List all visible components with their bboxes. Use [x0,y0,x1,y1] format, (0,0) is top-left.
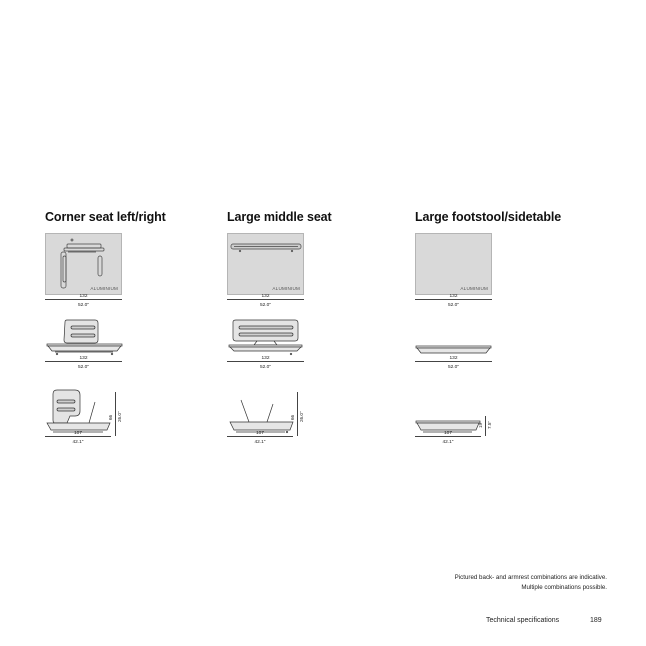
side-height-line [297,392,298,436]
footer-section-title: Technical specifications [486,617,560,624]
plan-width-in: 52.0" [259,303,272,308]
side-depth-in: 42.1" [442,440,454,445]
side-height-line [485,416,486,436]
top-view [415,233,492,295]
side-height-in: 26.0" [299,411,304,422]
side-depth-cm: 107 [73,431,82,436]
material-label: ALUMINIUM [90,286,118,291]
material-label: ALUMINIUM [272,286,300,291]
plan-width-line [45,299,122,300]
page-number: 189 [590,617,602,624]
material-label: ALUMINIUM [460,286,488,291]
side-height-line [115,392,116,436]
front-width-in: 52.0" [447,365,460,370]
front-width-line [227,361,304,362]
side-depth-line [45,436,111,437]
note-line-2: Multiple combinations possible. [521,583,607,591]
plan-width-cm: 132 [79,294,88,299]
front-width-cm: 132 [449,356,458,361]
front-view-drawing [227,318,307,356]
plan-width-in: 52.0" [447,303,460,308]
side-height-in: 7.5" [487,420,492,429]
front-view-drawing [45,318,125,356]
side-height-cm: 19 [478,422,483,428]
front-width-cm: 132 [261,356,270,361]
side-view-drawing [45,386,125,436]
front-width-line [415,361,492,362]
front-view-drawing [415,338,495,356]
plan-width-line [415,299,492,300]
side-depth-in: 42.1" [72,440,84,445]
side-height-cm: 66 [290,414,295,420]
plan-width-line [227,299,304,300]
plan-width-cm: 132 [449,294,458,299]
note-line-1: Pictured back- and armrest combinations are indicative. [454,574,607,581]
plan-width-cm: 132 [261,294,270,299]
front-width-cm: 132 [79,356,88,361]
front-width-in: 52.0" [77,365,90,370]
front-width-in: 52.0" [259,365,272,370]
side-depth-line [415,436,481,437]
side-depth-cm: 107 [255,431,264,436]
module-title: Large middle seat [227,210,332,224]
side-depth-cm: 107 [443,431,452,436]
side-height-cm: 66 [108,414,113,420]
module-title: Corner seat left/right [45,210,166,224]
top-view [45,233,122,295]
side-height-in: 26.0" [117,411,122,422]
side-depth-line [227,436,293,437]
front-width-line [45,361,122,362]
side-view-drawing [227,386,307,436]
top-view [227,233,304,295]
side-depth-in: 42.1" [254,440,266,445]
combination-note [455,573,607,592]
plan-width-in: 52.0" [77,303,90,308]
module-title: Large footstool/sidetable [415,210,562,224]
